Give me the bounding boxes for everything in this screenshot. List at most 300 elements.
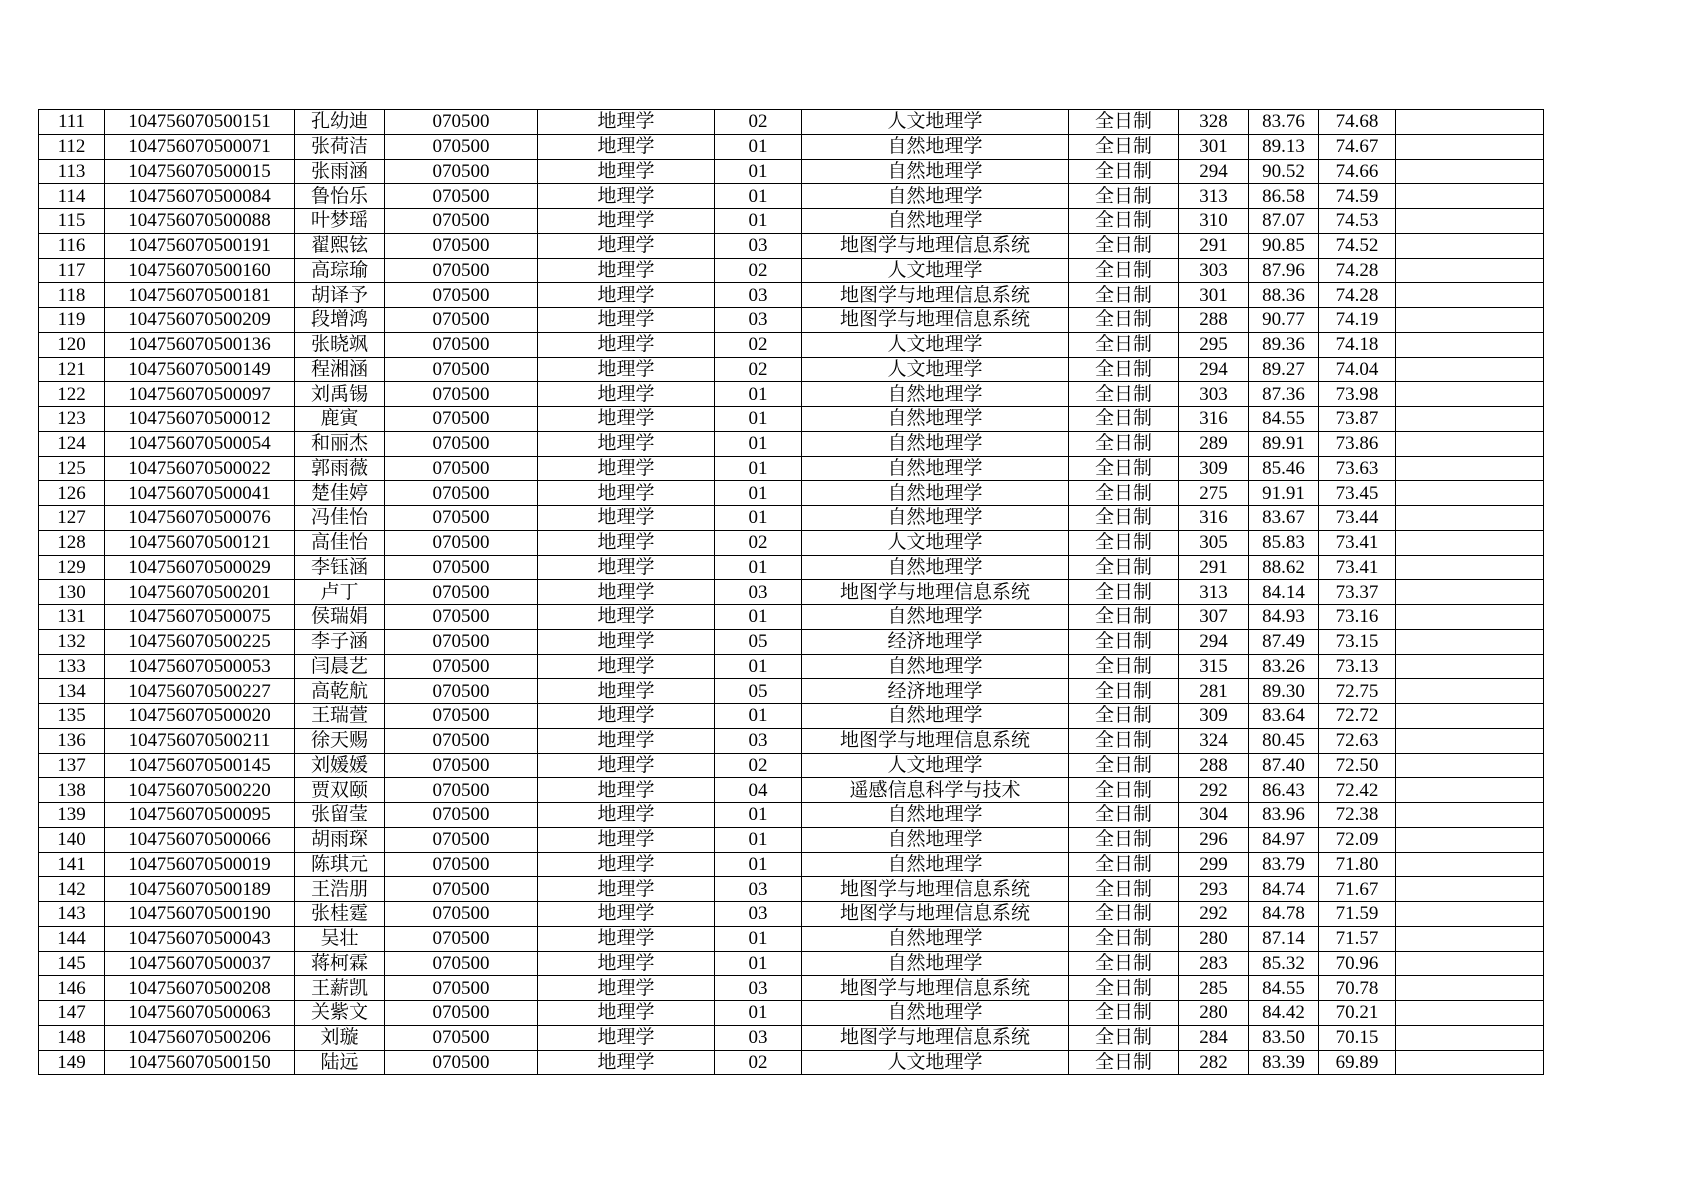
total-score-cell: 72.75 [1319,679,1396,704]
major-name-cell: 地理学 [538,902,715,927]
initial-score-cell: 288 [1179,308,1249,333]
study-mode-cell: 全日制 [1069,456,1179,481]
initial-score-cell: 315 [1179,654,1249,679]
total-score-cell: 73.16 [1319,605,1396,630]
remark-cell [1396,481,1544,506]
total-score-cell: 73.86 [1319,431,1396,456]
total-score-cell: 74.52 [1319,233,1396,258]
direction-name-cell: 自然地理学 [802,184,1069,209]
retest-score-cell: 83.39 [1249,1050,1319,1075]
initial-score-cell: 316 [1179,407,1249,432]
seq-cell: 141 [39,852,105,877]
major-code-cell: 070500 [385,580,538,605]
table-row [39,803,1544,828]
remark-cell [1396,926,1544,951]
table-row [39,209,1544,234]
exam-id-cell: 104756070500211 [105,728,295,753]
exam-id-cell: 104756070500063 [105,1001,295,1026]
total-score-cell: 74.53 [1319,209,1396,234]
retest-score-cell: 87.07 [1249,209,1319,234]
direction-name-cell: 自然地理学 [802,209,1069,234]
table-row [39,258,1544,283]
major-code-cell: 070500 [385,134,538,159]
seq-cell: 149 [39,1050,105,1075]
total-score-cell: 74.04 [1319,357,1396,382]
total-score-cell: 73.15 [1319,629,1396,654]
seq-cell: 134 [39,679,105,704]
exam-id-cell: 104756070500037 [105,951,295,976]
initial-score-cell: 292 [1179,902,1249,927]
table-row [39,308,1544,333]
table-row [39,134,1544,159]
direction-name-cell: 地图学与地理信息系统 [802,308,1069,333]
exam-id-cell: 104756070500043 [105,926,295,951]
study-mode-cell: 全日制 [1069,283,1179,308]
table-row [39,481,1544,506]
direction-code-cell: 01 [715,382,802,407]
total-score-cell: 72.09 [1319,827,1396,852]
major-code-cell: 070500 [385,778,538,803]
name-cell: 高佳怡 [295,530,385,555]
initial-score-cell: 292 [1179,778,1249,803]
major-name-cell: 地理学 [538,827,715,852]
major-code-cell: 070500 [385,728,538,753]
direction-name-cell: 自然地理学 [802,431,1069,456]
initial-score-cell: 295 [1179,332,1249,357]
total-score-cell: 71.80 [1319,852,1396,877]
name-cell: 楚佳婷 [295,481,385,506]
seq-cell: 127 [39,506,105,531]
name-cell: 张荷洁 [295,134,385,159]
direction-code-cell: 01 [715,704,802,729]
major-code-cell: 070500 [385,233,538,258]
table-row [39,1001,1544,1026]
remark-cell [1396,803,1544,828]
name-cell: 陈琪元 [295,852,385,877]
table-row [39,110,1544,135]
major-name-cell: 地理学 [538,258,715,283]
table-row [39,159,1544,184]
major-name-cell: 地理学 [538,184,715,209]
major-code-cell: 070500 [385,431,538,456]
major-name-cell: 地理学 [538,629,715,654]
study-mode-cell: 全日制 [1069,679,1179,704]
major-code-cell: 070500 [385,1025,538,1050]
remark-cell [1396,456,1544,481]
major-name-cell: 地理学 [538,481,715,506]
initial-score-cell: 303 [1179,382,1249,407]
seq-cell: 123 [39,407,105,432]
total-score-cell: 70.96 [1319,951,1396,976]
initial-score-cell: 303 [1179,258,1249,283]
total-score-cell: 74.28 [1319,258,1396,283]
major-code-cell: 070500 [385,976,538,1001]
direction-code-cell: 01 [715,1001,802,1026]
major-code-cell: 070500 [385,184,538,209]
seq-cell: 138 [39,778,105,803]
exam-id-cell: 104756070500225 [105,629,295,654]
major-code-cell: 070500 [385,209,538,234]
table-row [39,902,1544,927]
direction-code-cell: 01 [715,209,802,234]
initial-score-cell: 316 [1179,506,1249,531]
seq-cell: 115 [39,209,105,234]
direction-code-cell: 03 [715,283,802,308]
table-row [39,976,1544,1001]
retest-score-cell: 91.91 [1249,481,1319,506]
initial-score-cell: 291 [1179,233,1249,258]
table-row [39,357,1544,382]
direction-name-cell: 人文地理学 [802,357,1069,382]
study-mode-cell: 全日制 [1069,481,1179,506]
major-code-cell: 070500 [385,357,538,382]
total-score-cell: 73.41 [1319,555,1396,580]
table-row [39,827,1544,852]
name-cell: 段增鸿 [295,308,385,333]
major-code-cell: 070500 [385,283,538,308]
major-code-cell: 070500 [385,159,538,184]
total-score-cell: 71.67 [1319,877,1396,902]
direction-code-cell: 02 [715,332,802,357]
direction-name-cell: 自然地理学 [802,481,1069,506]
direction-name-cell: 遥感信息科学与技术 [802,778,1069,803]
name-cell: 刘媛媛 [295,753,385,778]
direction-name-cell: 人文地理学 [802,1050,1069,1075]
name-cell: 高乾航 [295,679,385,704]
exam-id-cell: 104756070500149 [105,357,295,382]
initial-score-cell: 299 [1179,852,1249,877]
major-name-cell: 地理学 [538,530,715,555]
seq-cell: 120 [39,332,105,357]
total-score-cell: 71.59 [1319,902,1396,927]
major-name-cell: 地理学 [538,407,715,432]
total-score-cell: 73.45 [1319,481,1396,506]
study-mode-cell: 全日制 [1069,506,1179,531]
direction-name-cell: 地图学与地理信息系统 [802,976,1069,1001]
study-mode-cell: 全日制 [1069,629,1179,654]
table-row [39,654,1544,679]
major-name-cell: 地理学 [538,803,715,828]
exam-id-cell: 104756070500220 [105,778,295,803]
major-name-cell: 地理学 [538,951,715,976]
table-row [39,728,1544,753]
direction-code-cell: 02 [715,530,802,555]
name-cell: 郭雨薇 [295,456,385,481]
direction-code-cell: 01 [715,654,802,679]
name-cell: 卢丁 [295,580,385,605]
major-name-cell: 地理学 [538,1025,715,1050]
major-name-cell: 地理学 [538,753,715,778]
name-cell: 李子涵 [295,629,385,654]
remark-cell [1396,530,1544,555]
total-score-cell: 73.41 [1319,530,1396,555]
direction-name-cell: 自然地理学 [802,159,1069,184]
remark-cell [1396,605,1544,630]
table-row [39,1025,1544,1050]
direction-code-cell: 01 [715,852,802,877]
direction-code-cell: 01 [715,159,802,184]
major-code-cell: 070500 [385,926,538,951]
name-cell: 侯瑞娟 [295,605,385,630]
seq-cell: 143 [39,902,105,927]
retest-score-cell: 87.40 [1249,753,1319,778]
retest-score-cell: 83.26 [1249,654,1319,679]
major-name-cell: 地理学 [538,926,715,951]
seq-cell: 137 [39,753,105,778]
initial-score-cell: 294 [1179,357,1249,382]
direction-name-cell: 地图学与地理信息系统 [802,1025,1069,1050]
name-cell: 叶梦瑶 [295,209,385,234]
remark-cell [1396,580,1544,605]
seq-cell: 145 [39,951,105,976]
seq-cell: 136 [39,728,105,753]
initial-score-cell: 280 [1179,1001,1249,1026]
retest-score-cell: 87.14 [1249,926,1319,951]
remark-cell [1396,184,1544,209]
name-cell: 王瑞萱 [295,704,385,729]
table-row [39,778,1544,803]
name-cell: 王薪凯 [295,976,385,1001]
exam-id-cell: 104756070500088 [105,209,295,234]
direction-name-cell: 人文地理学 [802,110,1069,135]
exam-id-cell: 104756070500121 [105,530,295,555]
retest-score-cell: 83.79 [1249,852,1319,877]
study-mode-cell: 全日制 [1069,110,1179,135]
direction-code-cell: 03 [715,976,802,1001]
name-cell: 贾双颐 [295,778,385,803]
retest-score-cell: 89.91 [1249,431,1319,456]
study-mode-cell: 全日制 [1069,704,1179,729]
direction-code-cell: 01 [715,184,802,209]
retest-score-cell: 87.49 [1249,629,1319,654]
direction-code-cell: 01 [715,431,802,456]
initial-score-cell: 288 [1179,753,1249,778]
direction-code-cell: 03 [715,728,802,753]
seq-cell: 121 [39,357,105,382]
remark-cell [1396,679,1544,704]
name-cell: 和丽杰 [295,431,385,456]
major-code-cell: 070500 [385,629,538,654]
name-cell: 徐天赐 [295,728,385,753]
remark-cell [1396,110,1544,135]
table-row [39,629,1544,654]
total-score-cell: 74.68 [1319,110,1396,135]
direction-name-cell: 自然地理学 [802,827,1069,852]
table-row [39,926,1544,951]
major-name-cell: 地理学 [538,580,715,605]
table-row [39,407,1544,432]
total-score-cell: 72.63 [1319,728,1396,753]
major-name-cell: 地理学 [538,431,715,456]
study-mode-cell: 全日制 [1069,308,1179,333]
name-cell: 孔幼迪 [295,110,385,135]
initial-score-cell: 307 [1179,605,1249,630]
retest-score-cell: 85.83 [1249,530,1319,555]
major-code-cell: 070500 [385,827,538,852]
major-code-cell: 070500 [385,654,538,679]
remark-cell [1396,159,1544,184]
study-mode-cell: 全日制 [1069,951,1179,976]
study-mode-cell: 全日制 [1069,184,1179,209]
retest-score-cell: 89.27 [1249,357,1319,382]
table-row [39,233,1544,258]
total-score-cell: 74.28 [1319,283,1396,308]
seq-cell: 148 [39,1025,105,1050]
seq-cell: 113 [39,159,105,184]
study-mode-cell: 全日制 [1069,332,1179,357]
initial-score-cell: 301 [1179,283,1249,308]
study-mode-cell: 全日制 [1069,803,1179,828]
remark-cell [1396,1001,1544,1026]
direction-code-cell: 01 [715,555,802,580]
major-name-cell: 地理学 [538,976,715,1001]
direction-name-cell: 地图学与地理信息系统 [802,877,1069,902]
exam-id-cell: 104756070500190 [105,902,295,927]
initial-score-cell: 309 [1179,456,1249,481]
exam-id-cell: 104756070500191 [105,233,295,258]
major-name-cell: 地理学 [538,654,715,679]
retest-score-cell: 89.30 [1249,679,1319,704]
table-row [39,184,1544,209]
study-mode-cell: 全日制 [1069,431,1179,456]
retest-score-cell: 85.46 [1249,456,1319,481]
exam-id-cell: 104756070500209 [105,308,295,333]
remark-cell [1396,407,1544,432]
retest-score-cell: 87.36 [1249,382,1319,407]
retest-score-cell: 85.32 [1249,951,1319,976]
admission-list-table [38,109,1544,1075]
major-code-cell: 070500 [385,481,538,506]
major-name-cell: 地理学 [538,283,715,308]
retest-score-cell: 84.78 [1249,902,1319,927]
remark-cell [1396,827,1544,852]
table-row [39,852,1544,877]
direction-code-cell: 02 [715,1050,802,1075]
table-row [39,506,1544,531]
retest-score-cell: 90.52 [1249,159,1319,184]
major-code-cell: 070500 [385,753,538,778]
direction-name-cell: 人文地理学 [802,258,1069,283]
exam-id-cell: 104756070500015 [105,159,295,184]
direction-code-cell: 02 [715,258,802,283]
study-mode-cell: 全日制 [1069,258,1179,283]
retest-score-cell: 84.97 [1249,827,1319,852]
major-code-cell: 070500 [385,258,538,283]
exam-id-cell: 104756070500084 [105,184,295,209]
remark-cell [1396,233,1544,258]
major-name-cell: 地理学 [538,159,715,184]
major-name-cell: 地理学 [538,110,715,135]
exam-id-cell: 104756070500019 [105,852,295,877]
retest-score-cell: 83.64 [1249,704,1319,729]
name-cell: 张留莹 [295,803,385,828]
direction-code-cell: 03 [715,1025,802,1050]
total-score-cell: 72.38 [1319,803,1396,828]
exam-id-cell: 104756070500160 [105,258,295,283]
direction-name-cell: 自然地理学 [802,803,1069,828]
remark-cell [1396,753,1544,778]
major-name-cell: 地理学 [538,877,715,902]
total-score-cell: 72.50 [1319,753,1396,778]
major-name-cell: 地理学 [538,1050,715,1075]
direction-name-cell: 自然地理学 [802,456,1069,481]
name-cell: 胡雨琛 [295,827,385,852]
exam-id-cell: 104756070500136 [105,332,295,357]
remark-cell [1396,629,1544,654]
retest-score-cell: 80.45 [1249,728,1319,753]
table-row [39,605,1544,630]
exam-id-cell: 104756070500066 [105,827,295,852]
study-mode-cell: 全日制 [1069,728,1179,753]
name-cell: 蒋柯霖 [295,951,385,976]
major-code-cell: 070500 [385,803,538,828]
direction-name-cell: 自然地理学 [802,134,1069,159]
total-score-cell: 69.89 [1319,1050,1396,1075]
major-name-cell: 地理学 [538,704,715,729]
seq-cell: 125 [39,456,105,481]
total-score-cell: 74.59 [1319,184,1396,209]
total-score-cell: 74.18 [1319,332,1396,357]
name-cell: 翟熙铉 [295,233,385,258]
exam-id-cell: 104756070500206 [105,1025,295,1050]
initial-score-cell: 313 [1179,184,1249,209]
total-score-cell: 73.37 [1319,580,1396,605]
exam-id-cell: 104756070500075 [105,605,295,630]
major-code-cell: 070500 [385,110,538,135]
remark-cell [1396,209,1544,234]
retest-score-cell: 83.67 [1249,506,1319,531]
table-row [39,456,1544,481]
initial-score-cell: 301 [1179,134,1249,159]
major-name-cell: 地理学 [538,555,715,580]
major-code-cell: 070500 [385,704,538,729]
table-row [39,382,1544,407]
initial-score-cell: 328 [1179,110,1249,135]
name-cell: 张雨涵 [295,159,385,184]
name-cell: 鹿寅 [295,407,385,432]
major-code-cell: 070500 [385,951,538,976]
direction-name-cell: 自然地理学 [802,951,1069,976]
direction-code-cell: 01 [715,803,802,828]
study-mode-cell: 全日制 [1069,827,1179,852]
exam-id-cell: 104756070500097 [105,382,295,407]
total-score-cell: 70.21 [1319,1001,1396,1026]
table-row [39,431,1544,456]
total-score-cell: 70.78 [1319,976,1396,1001]
retest-score-cell: 84.93 [1249,605,1319,630]
study-mode-cell: 全日制 [1069,852,1179,877]
exam-id-cell: 104756070500041 [105,481,295,506]
study-mode-cell: 全日制 [1069,1050,1179,1075]
study-mode-cell: 全日制 [1069,778,1179,803]
exam-id-cell: 104756070500071 [105,134,295,159]
total-score-cell: 71.57 [1319,926,1396,951]
name-cell: 吴壮 [295,926,385,951]
direction-code-cell: 01 [715,481,802,506]
total-score-cell: 73.63 [1319,456,1396,481]
remark-cell [1396,283,1544,308]
remark-cell [1396,258,1544,283]
table-row [39,580,1544,605]
major-name-cell: 地理学 [538,506,715,531]
retest-score-cell: 84.14 [1249,580,1319,605]
major-code-cell: 070500 [385,852,538,877]
direction-code-cell: 01 [715,926,802,951]
direction-name-cell: 自然地理学 [802,407,1069,432]
name-cell: 刘璇 [295,1025,385,1050]
retest-score-cell: 88.36 [1249,283,1319,308]
initial-score-cell: 310 [1179,209,1249,234]
